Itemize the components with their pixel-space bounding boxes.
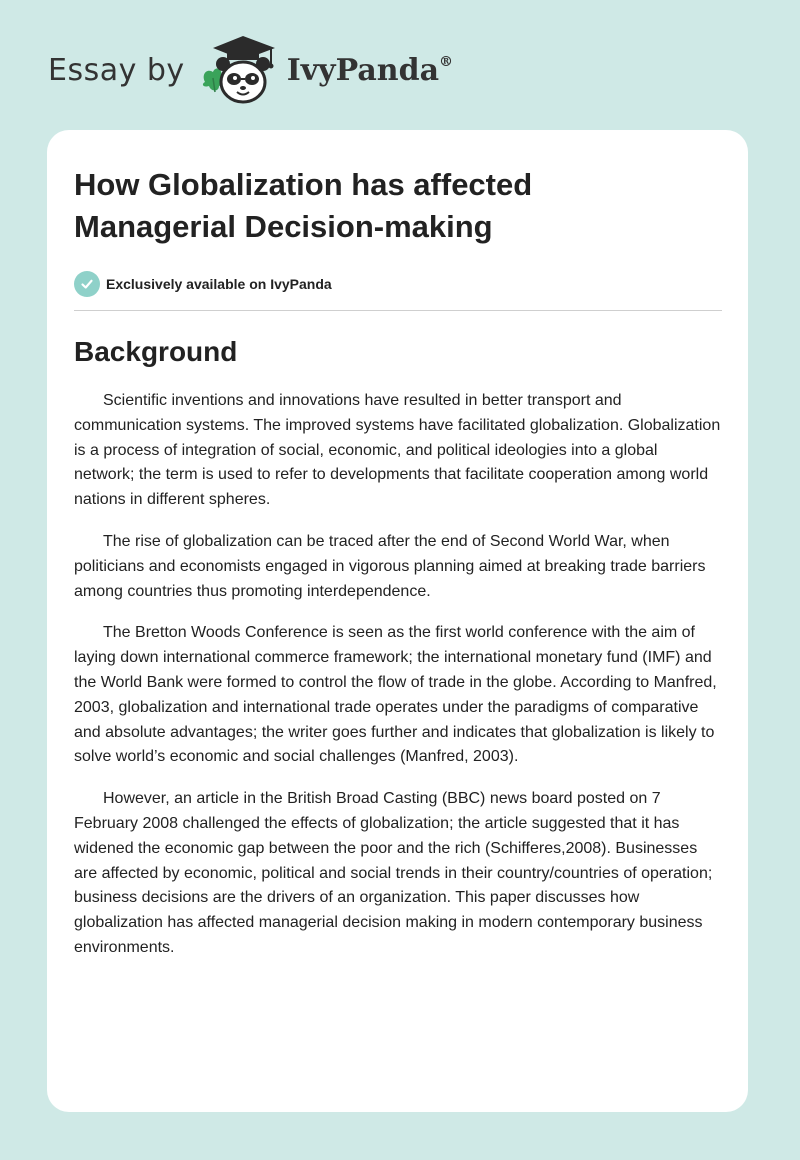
title-line-2: Managerial Decision-making xyxy=(74,209,493,244)
exclusive-label: Exclusively available on IvyPanda xyxy=(106,276,332,292)
paragraph: The Bretton Woods Conference is seen as the first world conference with the aim of laying down international commerce framework; the international monetary fund (IMF) and the World Bank were formed to control the flow of trade in the globe. According to Manfred, 2003, globalization and international trade operates under the paradigms of comparative and absolute advantages; the writer goes further and indicates that globalization is likely to solve world’s economic and social challenges (Manfred, 2003). xyxy=(74,624,717,766)
essay-by-label: Essay by xyxy=(48,52,185,88)
site-header xyxy=(48,30,453,110)
check-icon xyxy=(74,271,100,297)
paragraph: The rise of globalization can be traced after the end of Second World War, when politicians and economists engaged in vigorous planning aimed at breaking trade barriers among countries thus promoting interdependence. xyxy=(74,532,706,600)
paragraph: Scientific inventions and innovations have resulted in better transport and communication systems. The improved systems have facilitated globalization. Globalization is a process of integration of social, economic, and political ideologies into a global network; the term is used to refer to developments that facilitate cooperation among world nations in different spheres. xyxy=(74,392,721,509)
exclusive-badge xyxy=(74,270,722,298)
brand-name[interactable]: IvyPanda® xyxy=(286,52,454,88)
divider xyxy=(74,310,722,311)
title-line-1: How Globalization has affected xyxy=(74,167,533,202)
section-heading: Background xyxy=(74,336,238,367)
panda-logo-icon xyxy=(199,30,281,110)
page-title xyxy=(74,164,722,248)
paragraph: However, an article in the British Broad Casting (BBC) news board posted on 7 February 2008 challenged the effects of globalization; the article suggested that it has widened the economic gap between the poor and the rich (Schifferes,2008). Businesses are affected by economic, political and social trends in their country/countries of operation; business decisions are the drivers of an organization. This paper discusses how globalization has affected managerial decision making in modern contemporary business environments. xyxy=(74,790,713,956)
essay-card xyxy=(47,130,748,1112)
